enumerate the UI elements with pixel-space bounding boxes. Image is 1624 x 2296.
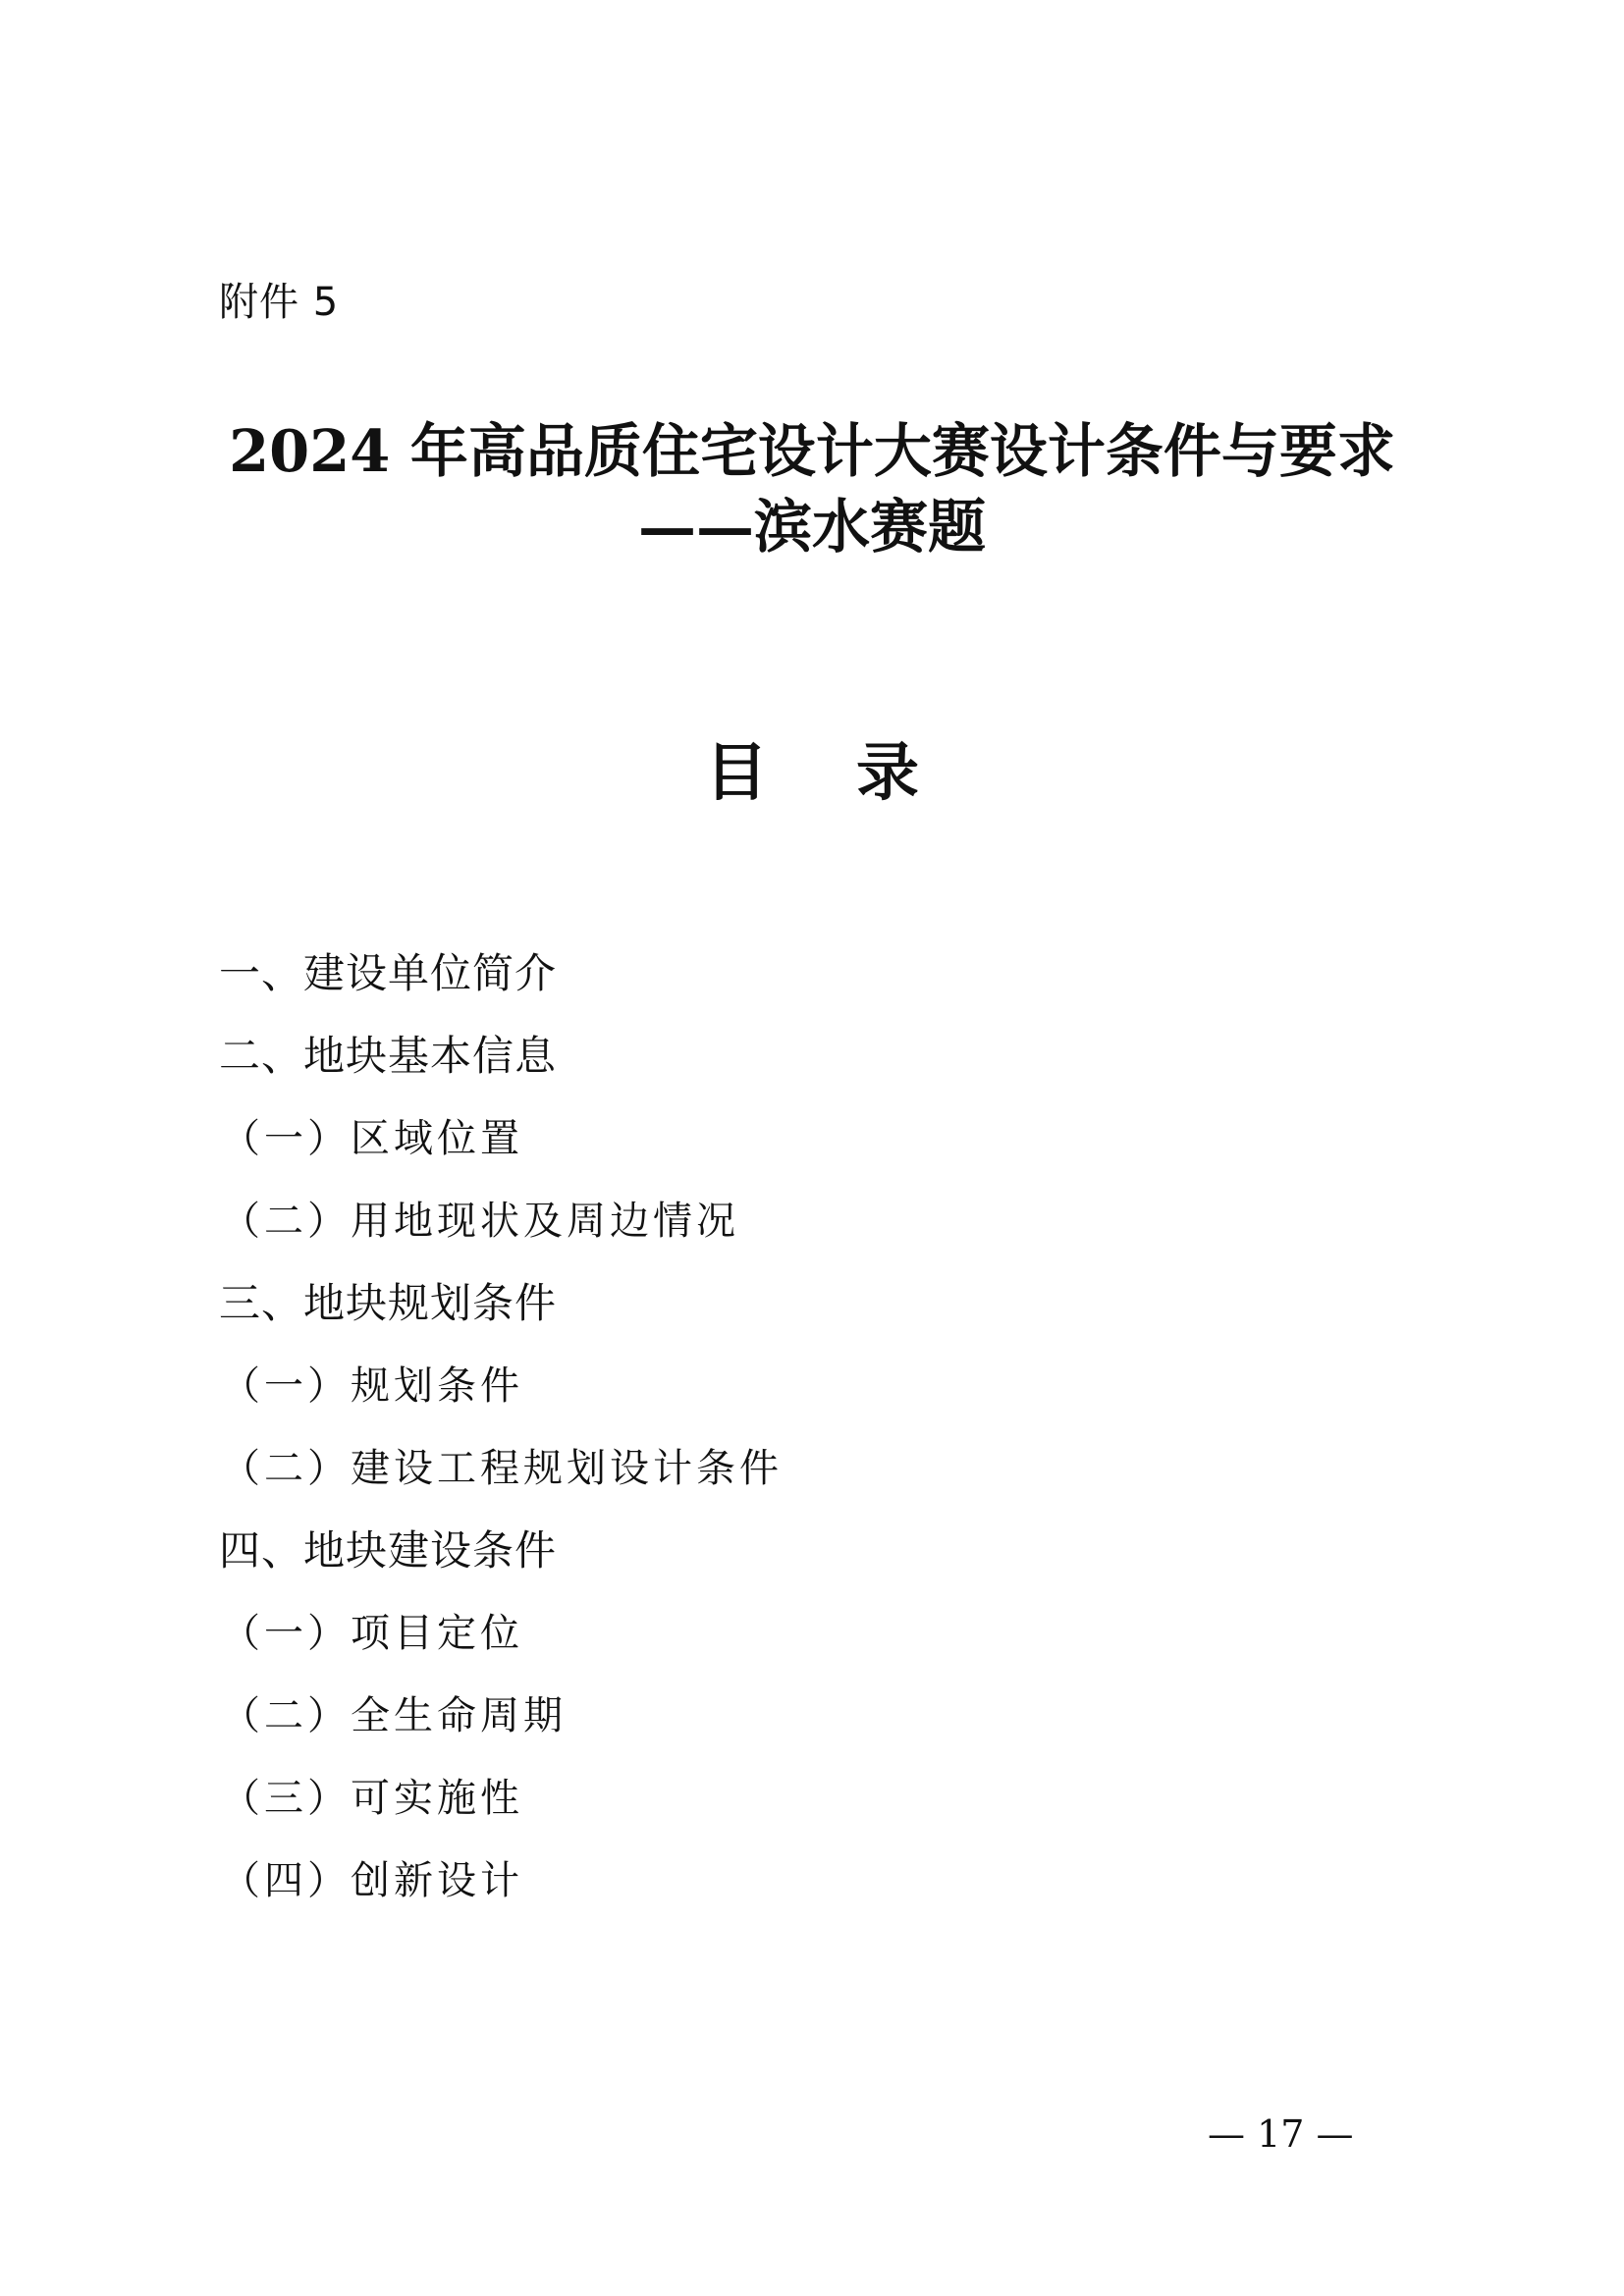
page-number: — 17 — <box>1208 2112 1354 2156</box>
toc-heading-char: 目 <box>705 736 768 810</box>
toc-item: 二、地块基本信息 <box>219 1032 558 1080</box>
toc-heading <box>0 734 1624 813</box>
document-title: 2024 年高品质住宅设计大赛设计条件与要求 <box>229 417 1395 485</box>
document-subtitle: ——滨水赛题 <box>637 493 986 561</box>
attachment-label: 附件 5 <box>219 280 340 325</box>
toc-subitem: （四）创新设计 <box>221 1858 523 1903</box>
toc-subitem: （三）可实施性 <box>221 1776 523 1821</box>
toc-list <box>219 944 783 1934</box>
toc-subitem: （二）全生命周期 <box>221 1693 567 1738</box>
toc-subitem: （一）规划条件 <box>221 1363 523 1409</box>
toc-subitem: （二）用地现状及周边情况 <box>221 1199 739 1244</box>
toc-subitem: （二）建设工程规划设计条件 <box>221 1446 783 1491</box>
toc-subitem: （一）项目定位 <box>221 1611 523 1656</box>
toc-item: 一、建设单位简介 <box>219 949 558 997</box>
toc-item: 四、地块建设条件 <box>219 1526 558 1575</box>
toc-subitem: （一）区域位置 <box>221 1116 523 1161</box>
toc-item: 三、地块规划条件 <box>219 1279 558 1327</box>
toc-heading-char: 录 <box>856 736 919 810</box>
